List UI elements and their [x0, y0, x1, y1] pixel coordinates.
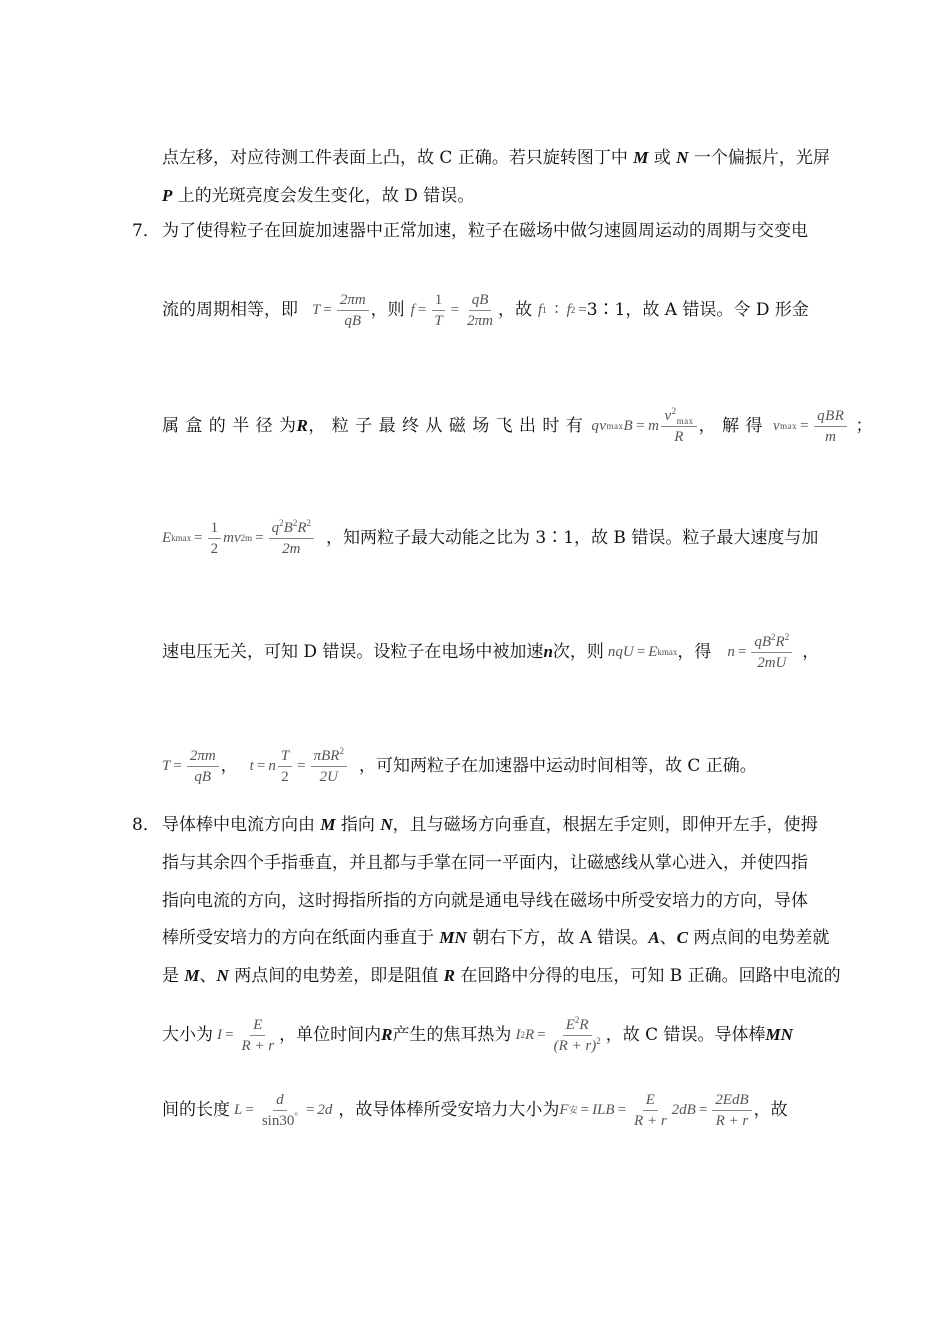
q7-line-1: 为了使得粒子在回旋加速器中正常加速，粒子在磁场中做匀速圆周运动的周期与交变电	[162, 221, 808, 241]
formula-length: L = $\frac{d}{\sin 30^\circ}$ = 2d	[234, 1091, 333, 1129]
q7-line-5: 速电压无关，可知 D 错误。设粒子在电场中被加速 n 次，则 nqU = E kmax ，得 n = $\frac{qB^2R^2}{2mU}$ ，	[162, 631, 820, 671]
var-N: N	[380, 815, 393, 834]
var-R: R	[296, 416, 309, 435]
q7-line-4: E kmax = $\frac{1}{2}$ m v 2 m = $\frac{q^2B^2R^2}{2m}$ ，知两粒子最大动能之比为 3∶1，故 B 错误。粒子最大速度与加	[162, 517, 819, 557]
var-P: P	[162, 186, 173, 205]
q7-line-3: 属 盒 的 半 径 为 R ， 粒 子 最 终 从 磁 场 飞 出 时 有 qv max B = m $\frac{v^2_{max}}{R}$ ， 解 得 v max = $\frac{\text{qBR}}{m}$ ；	[162, 405, 873, 445]
formula-period: T = $\frac{2\pi m}{qB}$	[312, 291, 371, 330]
formula-period-2: T = $\frac{2\pi m}{qB}$	[162, 747, 221, 786]
formula-ekmax: E kmax = $\frac{1}{2}$ m v 2 m = $\frac{q^2B^2R^2}{2m}$	[162, 519, 316, 558]
q8-line-6: 大小为 I = $\frac{E}{R + r}$ ，单位时间内 R 产生的焦耳热为 I 2 R = $\frac{E^2R}{(R + r)^2}$ ，故 C 错误。导体棒 MN	[162, 1014, 793, 1054]
formula-joule-heat: I 2 R = $\frac{E^2R}{(R + r)^2}$	[515, 1014, 601, 1054]
formula-vmax: v max = $\frac{\text{qBR}}{m}$	[773, 407, 849, 446]
formula-time: t = n $\frac{T}{2}$ = $\frac{\pi BR^2}{2U}$	[250, 747, 349, 786]
q8-line-5: 是 M、N 两点间的电势差，即是阻值 R 在回路中分得的电压，可知 B 正确。回路中电流的	[162, 966, 841, 986]
q8-line-3: 指向电流的方向，这时拇指所指的方向就是通电导线在磁场中所受安培力的方向，导体	[162, 891, 808, 911]
var-M: M	[320, 815, 336, 834]
q8-line-2: 指与其余四个手指垂直，并且都与手掌在同一平面内，让磁感线从掌心进入，并使四指	[162, 853, 808, 873]
formula-ampere-force: F 安 = ILB = $\frac{E}{R + r}$ 2dB = $\frac{\text{2EdB}}{R + r}$	[559, 1091, 753, 1130]
q7-number: 7．	[132, 221, 160, 241]
formula-frequency: f = $\frac{1}{T}$ = $\frac{qB}{2\pi m}$	[410, 291, 493, 329]
q8-line-1: 导体棒中电流方向由 M 指向 N，且与磁场方向垂直，根据左手定则，即伸开左手，使拇	[162, 815, 818, 835]
formula-energy-work: nqU = E kmax	[607, 644, 678, 660]
var-N: N	[676, 148, 689, 167]
q8-line-7: 间的长度 L = $\frac{d}{\sin 30^\circ}$ = 2d ，故导体棒所受安培力大小为 F 安 = ILB = $\frac{E}{R + r}$ 2dB = $\frac{\text{2EdB}}{R + r}$ ，故	[162, 1091, 788, 1129]
formula-current: I = $\frac{E}{R + r}$	[217, 1016, 275, 1054]
formula-freq-ratio: f 1 ∶ f 2 =	[537, 302, 587, 318]
var-M: M	[633, 148, 649, 167]
q8-number: 8．	[132, 815, 160, 835]
var-n: n	[543, 642, 553, 661]
q7-line-2: 流的周期相等，即 T = $\frac{2\pi m}{qB}$ ，则 f = $\frac{1}{T}$ = $\frac{qB}{2\pi m}$ ，故 f 1 ∶ f 2 = 3∶1，故 A 错误。令 D 形金	[162, 291, 809, 329]
q7-line-6: T = $\frac{2\pi m}{qB}$ ， t = n $\frac{T}{2}$ = $\frac{\pi BR^2}{2U}$ ，可知两粒子在加速器中运动时间相等，故 C 正确。	[162, 745, 757, 785]
para6-line-1: 点左移，对应待测工件表面上凸，故 C 正确。若只旋转图丁中 M 或 N 一个偏振片，光屏	[162, 148, 830, 168]
formula-n: n = $\frac{qB^2R^2}{2mU}$	[727, 633, 794, 672]
q8-line-4: 棒所受安培力的方向在纸面内垂直于 MN 朝右下方，故 A 错误。A、C 两点间的电势差就	[162, 928, 830, 948]
formula-lorentz: qv max B = m $\frac{v^2_{max}}{R}$	[591, 407, 698, 446]
para6-line-2: P 上的光斑亮度会发生变化，故 D 错误。	[162, 186, 475, 206]
